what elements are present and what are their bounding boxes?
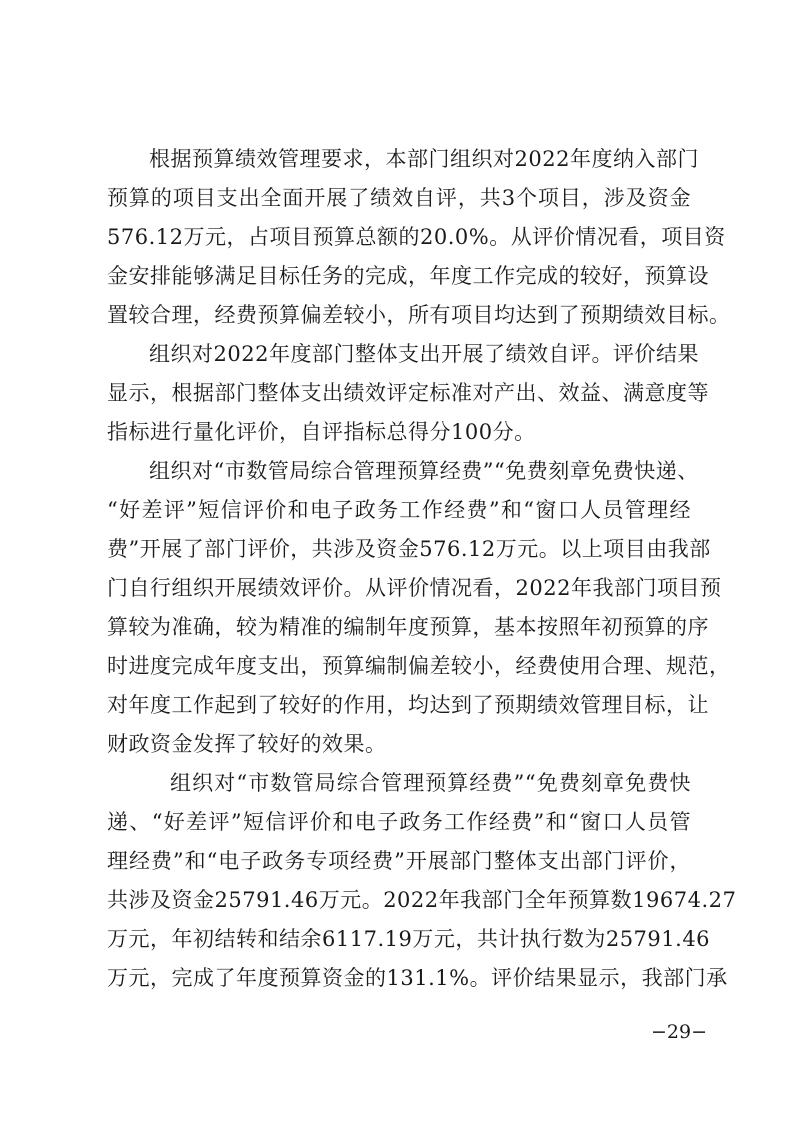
paragraph-4-line-1: 组织对“市数管局综合管理预算经费”“免费刻章免费快: [170, 771, 691, 795]
paragraph-4-line-2: 递、“好差评”短信评价和电子政务工作经费”和“窗口人员管: [107, 810, 691, 834]
paragraph-3-line-1: 组织对“市数管局综合管理预算经费”“免费刻章免费快递、: [149, 459, 699, 483]
paragraph-1-line-5: 置较合理，经费预算偏差较小，所有项目均达到了预期绩效目标。: [107, 303, 731, 327]
paragraph-3-line-3: 费”开展了部门评价，共涉及资金576.12万元。以上项目由我部: [107, 537, 711, 561]
paragraph-1-line-1: 根据预算绩效管理要求，本部门组织对2022年度纳入部门: [149, 147, 699, 171]
paragraph-4-line-3: 理经费”和“电子政务专项经费”开展部门整体支出部门评价，: [107, 849, 691, 873]
paragraph-4-line-6: 万元，完成了年度预算资金的131.1%。评价结果显示，我部门承: [107, 966, 728, 990]
paragraph-2-line-2: 显示，根据部门整体支出绩效评定标准对产出、效益、满意度等: [107, 381, 709, 405]
paragraph-3-line-8: 财政资金发挥了较好的效果。: [107, 732, 387, 756]
paragraph-3-line-7: 对年度工作起到了较好的作用，均达到了预期绩效管理目标，让: [107, 693, 709, 717]
paragraph-1-line-4: 金安排能够满足目标任务的完成，年度工作完成的较好，预算设: [107, 264, 709, 288]
paragraph-3-line-2: “好差评”短信评价和电子政务工作经费”和“窗口人员管理经: [107, 498, 691, 522]
paragraph-1-line-3: 576.12万元，占项目预算总额的20.0%。从评价情况看，项目资: [107, 225, 726, 249]
paragraph-3-line-6: 时进度完成年度支出，预算编制偏差较小，经费使用合理、规范，: [107, 654, 731, 678]
paragraph-1-line-2: 预算的项目支出全面开展了绩效自评，共3个项目，涉及资金: [107, 186, 691, 210]
paragraph-3-line-4: 门自行组织开展绩效评价。从评价情况看，2022年我部门项目预: [107, 576, 722, 600]
paragraph-2-line-3: 指标进行量化评价，自评指标总得分100分。: [107, 420, 536, 444]
paragraph-4-line-4: 共涉及资金25791.46万元。2022年我部门全年预算数19674.27: [107, 888, 737, 912]
paragraph-3-line-5: 算较为准确，较为精准的编制年度预算，基本按照年初预算的序: [107, 615, 709, 639]
page-number: −29−: [651, 1021, 708, 1043]
paragraph-2-line-1: 组织对2022年度部门整体支出开展了绩效自评。评价结果: [149, 342, 699, 366]
paragraph-4-line-5: 万元，年初结转和结余6117.19万元，共计执行数为25791.46: [107, 927, 711, 951]
